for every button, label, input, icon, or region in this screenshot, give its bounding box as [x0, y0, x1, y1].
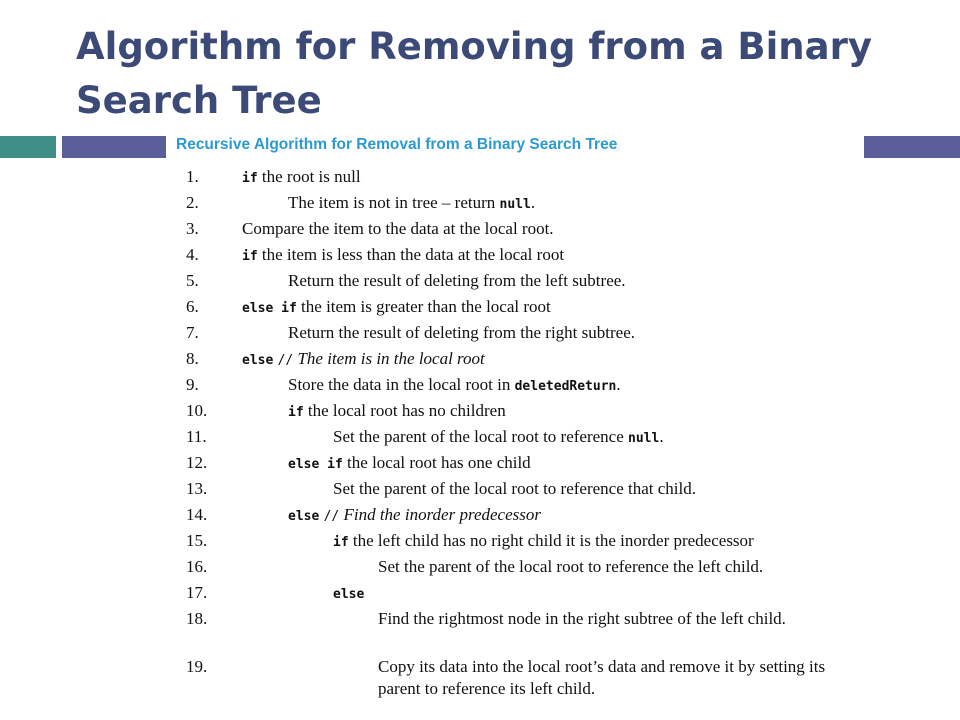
algorithm-steps	[186, 164, 866, 702]
step-1	[186, 164, 866, 190]
step-6	[186, 294, 866, 320]
step-number: 16.	[186, 557, 208, 576]
decorative-bar-left	[62, 136, 166, 158]
code-literal: deletedReturn	[514, 379, 617, 394]
keyword: else	[288, 509, 320, 524]
step-7	[186, 320, 866, 346]
step-text: Set the parent of the local root to reference the left child.	[378, 557, 764, 576]
step-text-tail: .	[616, 375, 621, 394]
step-14: 14. else // Find the inorder predecessor	[186, 502, 866, 528]
keyword: if	[333, 535, 349, 550]
comment-text: The item is in the local root	[297, 349, 485, 368]
step-text: Find the rightmost node in the right subtree of the left child.	[378, 609, 786, 628]
code-literal: null	[628, 431, 660, 446]
keyword: if	[242, 171, 258, 186]
step-4	[186, 242, 866, 268]
step-text: Set the parent of the local root to reference that child.	[333, 479, 696, 498]
step-10	[186, 398, 866, 424]
step-number: 18.	[186, 609, 208, 628]
step-number: 1.	[186, 167, 199, 186]
step-5	[186, 268, 866, 294]
step-number: 6.	[186, 297, 199, 316]
step-text: Set the parent of the local root to reference	[333, 427, 629, 446]
step-2	[186, 190, 866, 216]
step-number: 13.	[186, 479, 208, 498]
step-number: 11.	[186, 427, 207, 446]
decorative-bar-right	[864, 136, 960, 158]
keyword: else if	[288, 457, 343, 472]
keyword: else	[242, 353, 274, 368]
step-19	[186, 654, 866, 702]
step-17	[186, 580, 866, 606]
step-text: the left child has no right child it is the inorder predecessor	[348, 531, 754, 550]
comment-text: Find the inorder predecessor	[343, 505, 541, 524]
step-text: the local root has one child	[342, 453, 531, 472]
step-9	[186, 372, 866, 398]
step-text-tail: .	[530, 193, 536, 212]
step-text: The item is not in tree – return	[288, 193, 500, 212]
algorithm-caption: Recursive Algorithm for Removal from a Binary Search Tree	[176, 136, 618, 153]
step-13	[186, 476, 866, 502]
decorative-bar-teal	[0, 136, 56, 158]
step-text: Return the result of deleting from the right subtree.	[288, 323, 635, 342]
step-15	[186, 528, 866, 554]
keyword: if	[288, 405, 304, 420]
step-number: 17.	[186, 583, 208, 602]
keyword: if	[242, 249, 258, 264]
step-3	[186, 216, 866, 242]
step-number: 7.	[186, 323, 199, 342]
keyword: else	[333, 587, 365, 602]
step-text: Store the data in the local root in	[288, 375, 515, 394]
step-8: 8. else // The item is in the local root	[186, 346, 866, 372]
step-number: 10.	[186, 401, 208, 420]
step-text: the root is null	[257, 167, 361, 186]
step-11	[186, 424, 866, 450]
step-16	[186, 554, 866, 580]
step-number: 15.	[186, 531, 208, 550]
step-number: 4.	[186, 245, 199, 264]
step-number: 14.	[186, 505, 208, 524]
keyword: else if	[242, 301, 297, 316]
step-number: 12.	[186, 453, 208, 472]
step-18	[186, 606, 866, 654]
step-text: the local root has no children	[303, 401, 506, 420]
step-text: Copy its data into the local root’s data and remove it by setting its parent to reference its left child.	[378, 657, 826, 698]
step-number: 8.	[186, 349, 199, 368]
slide-title: Algorithm for Removing from a Binary Search Tree	[76, 25, 872, 122]
step-text-tail: .	[659, 427, 664, 446]
code-literal: null	[499, 197, 531, 212]
step-number: 3.	[186, 219, 199, 238]
step-12	[186, 450, 866, 476]
step-number: 2.	[186, 193, 199, 212]
step-number: 9.	[186, 375, 199, 394]
step-text: the item is greater than the local root	[296, 297, 551, 316]
step-text: the item is less than the data at the local root	[257, 245, 565, 264]
step-text: Return the result of deleting from the left subtree.	[288, 271, 626, 290]
step-number: 19.	[186, 657, 208, 676]
step-text: Compare the item to the data at the local root.	[242, 219, 554, 238]
step-number: 5.	[186, 271, 199, 290]
